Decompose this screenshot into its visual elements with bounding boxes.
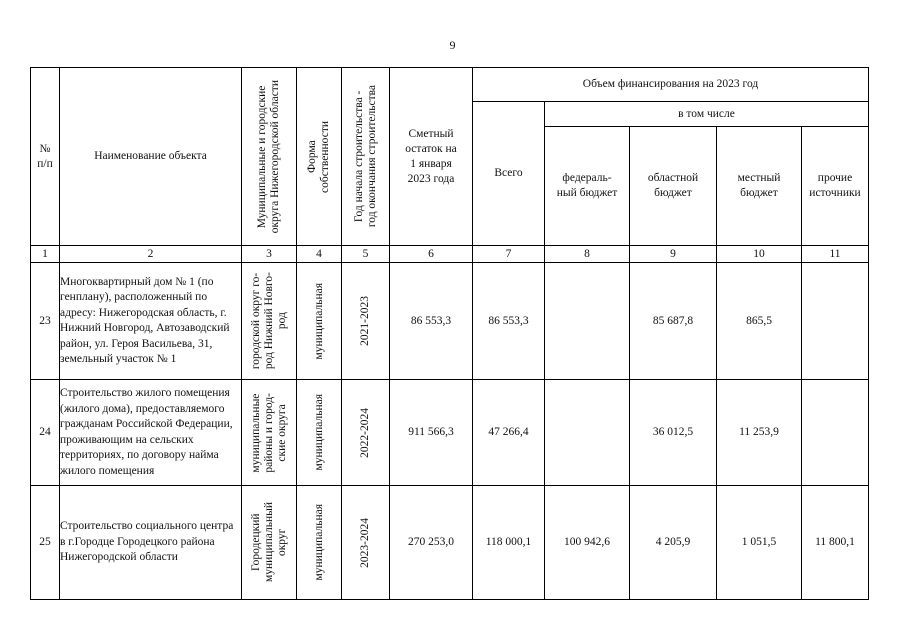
col-number: 1 — [31, 246, 60, 263]
okrug-cell: городской округ го- род Нижний Новго- род — [242, 263, 297, 380]
header-smeta: Сметный остаток на 1 января 2023 года — [390, 68, 473, 246]
federal-value: 100 942,6 — [545, 486, 630, 600]
ownership-cell: муниципальная — [297, 486, 342, 600]
total-value: 47 266,4 — [473, 380, 545, 486]
header-total: Всего — [473, 102, 545, 246]
federal-value — [545, 263, 630, 380]
header-subgroup: в том числе — [545, 102, 869, 127]
years-cell: 2023-2024 — [342, 486, 390, 600]
ownership-cell: муниципальная — [297, 263, 342, 380]
financing-table — [30, 67, 869, 600]
header-row-1 — [31, 68, 869, 102]
federal-value — [545, 380, 630, 486]
header-other: прочие источники — [802, 127, 869, 246]
okrug-cell: Городецкий муниципальный округ — [242, 486, 297, 600]
okrug-cell: муниципальные районы и город- ские округа — [242, 380, 297, 486]
oblast-value: 85 687,8 — [630, 263, 717, 380]
col-number: 5 — [342, 246, 390, 263]
header-okrug: Муниципальные и городские округа Нижегородской области — [242, 68, 297, 246]
table-row — [31, 380, 869, 486]
column-numbers-row — [31, 246, 869, 263]
header-oblast: областной бюджет — [630, 127, 717, 246]
table-row — [31, 486, 869, 600]
col-number: 9 — [630, 246, 717, 263]
object-name: Строительство жилого помещения (жилого дома), предоставляемого гражданам Российской Федерации, проживающим на сельских территориях, по договору найма жилого помещения — [60, 380, 242, 486]
object-name: Многоквартирный дом № 1 (по генплану), расположенный по адресу: Нижегородская область, г. Нижний Новгород, Автозаводский район, ул. Героя Васильева, 31, земельный участок № 1 — [60, 263, 242, 380]
total-value: 118 000,1 — [473, 486, 545, 600]
col-number: 4 — [297, 246, 342, 263]
smeta-value: 86 553,3 — [390, 263, 473, 380]
page-number: 9 — [449, 38, 456, 52]
local-value: 11 253,9 — [717, 380, 802, 486]
col-number: 3 — [242, 246, 297, 263]
table-row — [31, 263, 869, 380]
other-value: 11 800,1 — [802, 486, 869, 600]
col-number: 6 — [390, 246, 473, 263]
years-cell: 2022-2024 — [342, 380, 390, 486]
local-value: 865,5 — [717, 263, 802, 380]
header-ownership: Форма собственности — [297, 68, 342, 246]
header-local: местный бюджет — [717, 127, 802, 246]
object-name: Строительство социального центра в г.Городце Городецкого района Нижегородской области — [60, 486, 242, 600]
header-name: Наименование объекта — [60, 68, 242, 246]
smeta-value: 911 566,3 — [390, 380, 473, 486]
row-number: 24 — [31, 380, 60, 486]
other-value — [802, 263, 869, 380]
col-number: 10 — [717, 246, 802, 263]
header-federal: федераль- ный бюджет — [545, 127, 630, 246]
row-number: 23 — [31, 263, 60, 380]
header-financing-group: Объем финансирования на 2023 год — [473, 68, 869, 102]
local-value: 1 051,5 — [717, 486, 802, 600]
oblast-value: 4 205,9 — [630, 486, 717, 600]
other-value — [802, 380, 869, 486]
header-num: № п/п — [31, 68, 60, 246]
header-years: Год начала строительства - год окончания строительства — [342, 68, 390, 246]
col-number: 8 — [545, 246, 630, 263]
oblast-value: 36 012,5 — [630, 380, 717, 486]
ownership-cell: муниципальная — [297, 380, 342, 486]
row-number: 25 — [31, 486, 60, 600]
total-value: 86 553,3 — [473, 263, 545, 380]
col-number: 2 — [60, 246, 242, 263]
years-cell: 2021-2023 — [342, 263, 390, 380]
smeta-value: 270 253,0 — [390, 486, 473, 600]
col-number: 11 — [802, 246, 869, 263]
col-number: 7 — [473, 246, 545, 263]
